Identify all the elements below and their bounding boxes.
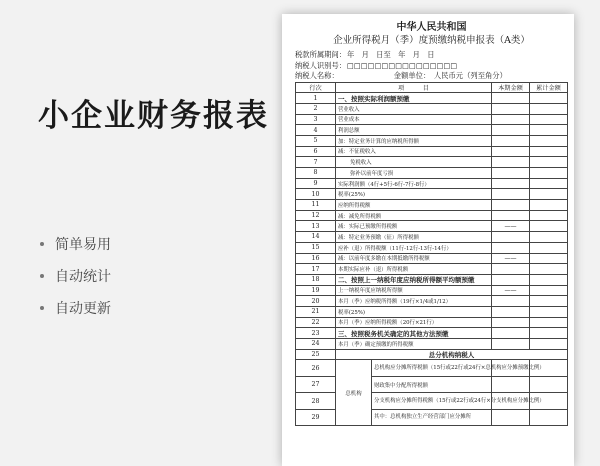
feature-item: 简单易用 — [40, 228, 111, 260]
table-row: 24 本月（季）确定预缴的所得税额 — [296, 339, 568, 350]
taxpayer-id-line: 纳税人识别号：□□□□□□□□□□□□□□□□ — [295, 60, 458, 70]
table-row: 27 财政集中分配所得税额 — [296, 376, 568, 393]
table-row: 17 本期实际应补（退）所得税额 — [296, 264, 568, 275]
bullet-icon — [40, 274, 44, 278]
taxpayer-name-line: 纳税人名称： 金额单位： 人民币元（列至角分） — [295, 71, 507, 80]
table-row: 13 减：实际已预缴所得税额 —— — [296, 221, 568, 232]
table-row: 11 应纳所得税额 — [296, 200, 568, 211]
table-row: 26 总机构 总机构应分摊所得税额（15行或22行或24行×总机构应分摊预缴比例） — [296, 360, 568, 377]
table-row: 14 减：特定业务预缴（征）所得税额 — [296, 232, 568, 243]
table-row: 6 减：不征税收入 — [296, 146, 568, 157]
table-row: 7 免税收入 — [296, 157, 568, 168]
doc-subtitle: 企业所得税月（季）度预缴纳税申报表（A类） — [333, 35, 530, 46]
table-row: 19 上一纳税年度应纳税所得额 —— — [296, 285, 568, 296]
table-row: 22 本月（季）应纳所得税额（20行×21行） — [296, 317, 568, 328]
feature-list — [40, 228, 111, 324]
table-row: 25 总分机构纳税人 — [296, 349, 568, 360]
table-row: 4 利润总额 — [296, 125, 568, 136]
table-row: 28 分支机构应分摊所得税额（15行或22行或24行×分支机构应分摊比例） — [296, 393, 568, 410]
bullet-icon — [40, 306, 44, 310]
table-row: 20 本月（季）应纳税所得额（19行×1/4或1/12） — [296, 296, 568, 307]
table-row: 9 实际利润额（4行+5行-6行-7行-8行） — [296, 178, 568, 189]
feature-item: 自动更新 — [40, 292, 111, 324]
promo-title: 小企业财务报表 — [38, 98, 269, 134]
table-row: 18 二、按照上一纳税年度应纳税所得额平均额预缴 — [296, 274, 568, 285]
table-row: 5 加：特定业务计算的应纳税所得额 — [296, 135, 568, 146]
table-row: 10 税率(25%) — [296, 189, 568, 200]
table-row: 8 弥补以前年度亏损 — [296, 168, 568, 179]
table-row: 3 营业成本 — [296, 114, 568, 125]
group-label: 总机构 — [336, 360, 372, 426]
table-row: 2 营业收入 — [296, 103, 568, 114]
table-header-row: 行次 项 目 本期金额 累计金额 — [296, 82, 568, 93]
tax-period-line: 税款所属期间：年 月 日至 年 月 日 — [295, 50, 435, 59]
table-row: 16 减：以前年度多缴在本期抵缴所得税额 —— — [296, 253, 568, 264]
table-row: 29 其中：总机构独立生产经营部门应分摊所 — [296, 409, 568, 426]
feature-item: 自动统计 — [40, 260, 111, 292]
table-row: 23 三、按照税务机关确定的其他方法预缴 — [296, 328, 568, 339]
tax-form-preview — [282, 14, 574, 466]
table-row: 1 一、按照实际利润额预缴 — [296, 93, 568, 104]
table-row: 15 应补（退）所得税额（11行-12行-13行-14行） — [296, 242, 568, 253]
bullet-icon — [40, 242, 44, 246]
doc-title: 中华人民共和国 — [396, 22, 467, 33]
table-row: 12 减：减免所得税额 — [296, 210, 568, 221]
tax-table — [295, 82, 568, 427]
table-row: 21 税率(25%) — [296, 306, 568, 317]
